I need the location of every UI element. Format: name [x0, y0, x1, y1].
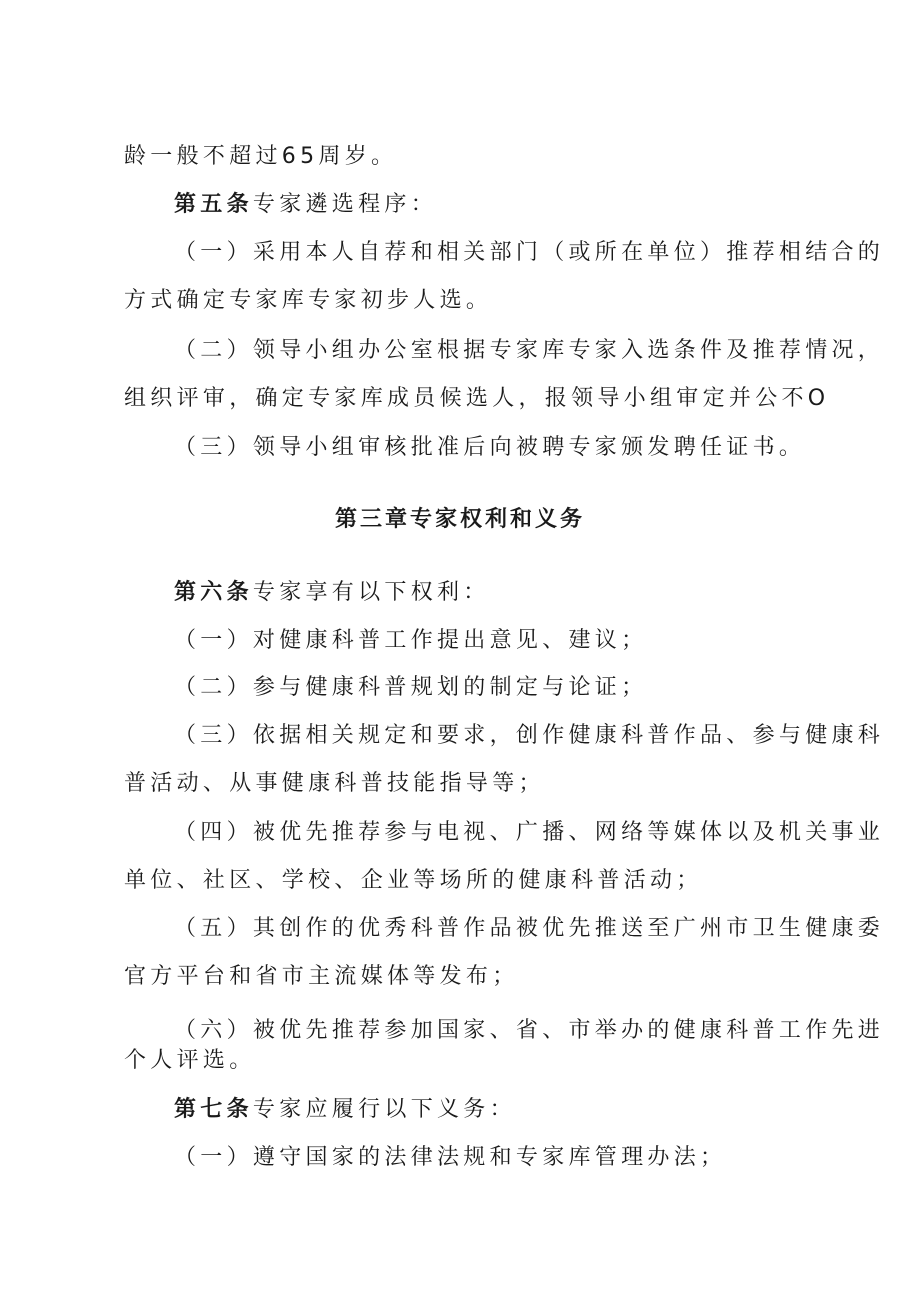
text-line: （六）被优先推荐参加国家、省、市举办的健康科普工作先进: [174, 1018, 885, 1043]
chapter-heading: 第三章专家权利和义务: [334, 507, 585, 532]
article-text: 专家应履行以下义务：: [252, 1097, 516, 1122]
article-six: [174, 578, 490, 608]
article-number: 第五条: [174, 192, 253, 217]
text-line: （一）遵守国家的法律法规和专家库管理办法；: [174, 1145, 727, 1170]
text-line: （一）对健康科普工作提出意见、建议；: [174, 628, 648, 653]
article-seven: [174, 1095, 516, 1125]
article-number: 第七条: [174, 1097, 253, 1122]
text-line: （二）领导小组办公室根据专家库专家入选条件及推荐情况，: [174, 338, 885, 363]
text-line: （三）领导小组审核批准后向被聘专家颁发聘任证书。: [174, 435, 806, 460]
text-line: （四）被优先推荐参与电视、广播、网络等媒体以及机关事业: [174, 820, 885, 845]
article-text: 专家遴选程序：: [252, 192, 438, 217]
text-line: 组织评审，确定专家库成员候选人，报领导小组审定并公不O: [124, 386, 830, 411]
text-line: （三）依据相关规定和要求，创作健康科普作品、参与健康科: [174, 723, 885, 748]
text-line: 普活动、从事健康科普技能指导等；: [124, 771, 545, 796]
article-number: 第六条: [174, 580, 253, 605]
text-line: 个人评选。: [124, 1048, 256, 1073]
text-line: 官方平台和省市主流媒体等发布；: [124, 964, 519, 989]
article-five: [174, 190, 437, 220]
text-line: （一）采用本人自荐和相关部门（或所在单位）推荐相结合的: [174, 240, 885, 265]
text-line: （二）参与健康科普规划的制定与论证；: [174, 675, 648, 700]
article-text: 专家享有以下权利：: [252, 580, 490, 605]
text-line: 龄一般不超过65周岁。: [124, 144, 398, 169]
text-line: 单位、社区、学校、企业等场所的健康科普活动；: [124, 868, 703, 893]
text-line: 方式确定专家库专家初步人选。: [124, 288, 493, 313]
text-line: （五）其创作的优秀科普作品被优先推送至广州市卫生健康委: [174, 916, 885, 941]
